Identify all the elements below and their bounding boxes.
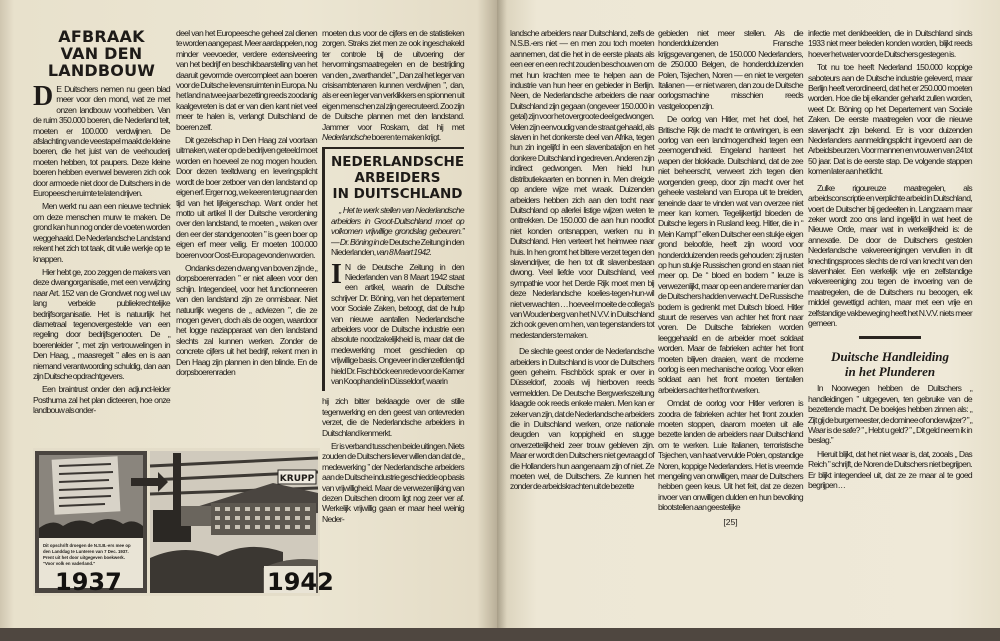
year-1937-label: 1937 [55,568,122,596]
paragraph [331,258,464,387]
panel-1937 [35,451,147,596]
article-handleiding [808,336,972,490]
krupp-sign: KRUPP [279,474,315,484]
paragraph: Er is verband tusschen beide uitingen. Niets zouden de Duitschers liever willen dan dat de „ medewerking ” der Nederlandsche arbeiders aan de Duitsche industrie geschiedde op basis van vrijwilligheid. Maar de verwezenlijking van dezen Duitschen droom ligt nog zeer ver af. Werkelijk vrijwillig gaan er maar heel weinig Neder- [322,441,464,524]
paragraph-text: N de Deutsche Zeitung in den Niederlanden van 8 Maart 1942 staat een artikel, waarin de Duitsche schrijver Dr. Böning, van het departement voor Sociale Zaken, betoogt, dat de hulp van nieuwe aantallen Nederlandsche arbeiders voor de Duitsche industrie een absolute noodzakelijkheid is, maar dat die medewerking moet geschieden op vrijwillige basis. Ongeveer in dienzelfden tijd hield Dr. Fischböck een rede voor de Kamer van Koophandel in Düsseldorf, waarin [331,261,464,386]
quote-date: van 8 Maart 1942. [376,247,432,258]
epigraph-quote [331,205,464,257]
right-page [497,0,1000,628]
paragraph-text: moeten dus voor de cijfers en de statistieken zorgen. Straks ziet men ze ook ingeschakeld ter controle bij de uitvoering der hervormingsmaatregelen en de bestrijding van den „ zwarthandel.” „ Dan zal het leger van crisisambtenaren kunnen verdwijnen ”, dan, als er een leger van verklikkers en spionnen uit eigen menschen zal zijn gerecruteerd. Zoo zijn de Duitsche plannen met den landstand. Jammer voor Roskam, dat hij met [322,28,464,132]
paragraph [33,81,170,199]
paragraph: infectie met denkbeelden, die in Duitschland sinds 1933 niet meer beleden konden worden, blijkt reeds hoever het water voor de Duitschers gestegen is. [808,28,972,59]
paragraph: De oorlog van Hitler, met het doel, het Britische Rijk de macht te ontwringen, is een oorlog van een landmogendheid tegen een zeemogendheid. Engeland hanteert het wapen der blokkade. Duitschland, dat de zee niet beheerscht, verweert zich tegen dien worgenden greep, door zijn macht over het geheele vasteland van Europa uit te breiden, teneinde daar te vinden wat van overzee niet meer kan komen. Tegelijkertijd bloeden de Duitsche legers in Rusland leeg. Hitler, die in “ Mein Kampf ” elken Duitscher een stukje eigen grond beloofde, heeft zijn woord voor honderdduizenden reeds gehouden: zij rusten op hun stukje Russischen grond en staan niet meer op. De “ bloed en bodem ” leuze is verwezenlijkt, maar op een andere manier dan de Duitschers hadden verwacht. De Russische bodem is gedrenkt met Duitsch bloed. Hitler stuurt de reserves van achter het front naar voren. De Duitsche fabrieken worden leeggehaald en de arbeider moet soldaat worden. Maar de fabrieken achter het front moeten blijven draaien, want de moderne oorlog is een mechanische oorlog. Voor elken soldaat aan het front moeten tientallen arbeiders achter het front werken. [658,114,803,395]
drop-cap: D [33,81,54,112]
title-line: NEDERLANDSCHE [331,154,465,171]
article-column-3-stack [322,28,464,527]
quote-source: Deutsche Zeitung in den Niederlanden, [331,236,464,258]
paragraph: Hieruit blijkt, dat het niet waar is, dat, zooals „ Das Reich ” schrijft, de Noren de Duitschers niet begrijpen. Er blijkt integendeel uit, dat ze ze maar al te goed begrijpen . . . [808,448,972,491]
article-arbeiders-column-5 [658,28,803,527]
paragraph: Ondanks dezen dwang van boven zijn de „ dorpsboerenraden ” er niet alleen voor den schijn. Integendeel, voor het functionneeren van den landstand zijn ze onmisbaar. Niet natuurlijk wegens de „ adviezen ”, die ze mogen geven, doch als de oogen, waardoor het logge naziapparaat van den landstand slechts zal kunnen werken. Zonder de concrete cijfers uit het bedrijf, rekent men in Den Haag zijn plannen in den blinde. En de dorpsboerenraden [176,262,317,377]
article-title-handleiding [808,349,972,379]
section-divider [859,336,921,339]
article-arbeiders-column-6 [808,28,972,493]
title-line: in het Plunderen [844,364,936,380]
paragraph: Een braintrust onder den adjunct-leider Posthuma zal het plan dicteeren, hoe onze landbouw als onder- [33,384,170,416]
paragraph: Men werkt nu aan een nieuwe techniek om deze menschen murw te maken. De grond kan hun nog onder de voeten worden weggehaald. De Nederlandsche Landstand rekent het zich tot taak, dit vuile werkje op te knappen. [33,201,170,264]
paragraph-text: boeren te maken krijgt. [370,132,441,143]
illustration-caption: Dit opschrift droegen de N.S.B.-ers mee op den Landdag te Lunteren van 7 Dec. 1937. Prent uit het door uitgegeven boekwerk. "Voor volk en vaderland." [43,543,131,566]
paragraph: hij zich bitter beklaagde over de stille tegenwerking en den geest van ontevreden verzet, die de Nederlandsche arbeiders in Duitschland kenmerkt. [322,396,464,438]
italic-text: Nederlandsche [322,132,371,143]
article-arbeiders-column-4 [510,28,654,495]
paragraph: landsche arbeiders naar Duitschland, zelfs de N.S.B.-ers niet — en men zou toch moeten aannemen, dat die het in de eerste plaats als een eer en een recht zouden beschouwen om met hun krachten mee te helpen aan de industrie van hun heer en gebieder in Berlijn. Neen, de Nederlandsche arbeiders die naar Duitschland zijn gegaan (ongeveer 150.000 in getal) zijn voor het overgroote deel gedwongen. Velen zijn eenvoudig van de straat gehaald, als slaven in het donkerste deel van Afrika, tegen hun zin ingelijfd in een slavenbataljon en het donkere Duitschland ingedreven. Anderen zijn indirect gedwongen. Men hield hun distributiekaarten en bonnen in. Men dreigde op andere wijze met wraak. Duizenden arbeiders hebben zich aan den tocht naar Duitschland op allerlei listige wijzen weten te onttrekken. De 150.000 die aan hun noodlot niet konden ontsnappen, werken nu in Duitschland. Hen verteert het heimwee naar huis. In hen gromt het bittere verzet tegen den slavendrijver, die hen tot dit slavenbestaan dwong. Veel liefde voor Duitschland, veel sympathie voor het Derde Rijk moet men bij deze Nederlandsche koelies-tegen-hun-wil niet verwachten . . . hoeveel moeite de collega's van Woudenberg van het N.V.V. in Duitschland zich ook geven om hen, van tegenstanders tot medestanders te maken. [510,28,654,340]
title-line: IN DUITSCHLAND [332,186,463,203]
left-page [0,0,497,628]
paragraph: De slechte geest onder de Nederlandsche arbeiders in Duitschland is voor de Duitschers geen geheim. Fischböck sprak er over in Düsseldorf, zooals wij hierboven reeds vermeldden. De Deutsche Bergwerkszeitung klaagde ook reeds enkele malen. Men kan er zeker van zijn, dat de Nederlandsche arbeiders die in Duitschland werken, onze nationale deugden van koppigheid en stugge onverzettelijkheid zeer trouw gebleven zijn. Maar er wordt den Duitschers niet gevraagd of die Hollanders hun aangenaam zijn of niet. Ze moeten wel, de Duitschers. Ze kunnen het zonder de arbeidskrachten uit de bezette [510,346,654,492]
paragraph: Zulke rigoureuze maatregelen, als arbeidsconscriptie en verplichte arbeid in Duitschland, voert de Duitscher bij gedeelten in. Langzaam maar zeker wordt zoo ons land ingelijfd in wat heet de Nieuwe Orde, maar wat in werkelijkheid is: de annexatie. De door de Duitschers gestolen Nederlandsche vakvereenigingen vervullen in dit knechtingsproces slechts de rol van knecht van den slavenhaler. Een werkelijk vrije en zelfstandige vakvereeniging zou tegen de invoering van de maatregelen, die de Duitschers nu beoogen, elk middel gewettigd achten, maar met een vrije en zelfstandige vakbeweging heeft het N.V.V. niets meer gemeen. [808,182,972,328]
paragraph: Tot nu toe heeft Nederland 150.000 koppige saboteurs aan de Duitsche industrie geleverd, maar Berlijn heeft verordineerd, dat het er 250.000 moeten worden. Hoe die bij elkander geharkt zullen worden, weet Dr. Böning op het Departement van Sociale Zaken. De eerste maatregelen voor die nieuwe slavenjacht zijn bekend. Er is voor duizenden Nederlanders aanmeldingsplicht ingevoerd aan de Arbeidsbeurzen. Voor mannen en vrouwen van 24 tot 50 jaar. Dat is de eerste stap. De volgende stappen komen later aan het licht. [808,62,972,177]
illustration-1937-1942 [33,448,334,596]
paragraph-text: E Duitschers nemen nu geen blad meer voor den mond, wat ze met onzen landbouw voorhebben. Van de ruim 350.000 boeren, die Nederland telt, moeten er 100.000 verdwijnen. De afslachting van de veestapel maakt de kleine boeren, die het juist van de veehouderij moeten hebben, tot paupers. Deze kleine boeren hebben evenwel beweren zich ook door armoede niet door de Duitschers in de Europeesche ruimte te laten drijven. [33,84,170,199]
article-afbraak-column-1 [33,28,170,419]
article-title-afbraak [27,28,176,79]
panel-1942 [131,451,334,596]
year-1942-label: 1942 [267,568,334,596]
paragraph [322,28,464,142]
paragraph: Dit gezelschap in Den Haag zal voortaan uitmaken, wat er op de bedrijven geteeld moet worden en hoeveel ze nog mogen houden. Door dezen teeltdwang en leveringsplicht wordt de boer zetboer van den landstand op eigen erf. Erger nog, we keeren terug naar den tijd van het lijfeigenschap. Want onder het motto uit artikel II der Duitsche verordening over den landstand, te moeten „ waken over den eer der standgenooten ” is geen boer op eigen erf meer veilig. Er moeten 100.000 boeren voor Oost-Europa gevonden worden. [176,135,317,260]
paragraph: deel van het Europeesche geheel zal dienen te worden aangepast. Meer aardappelen, nog minder veevoeder, verdere extensiveering van het bedrijf en beschikbaarstelling van het daaruit gevormde overcompleet aan boeren voor de Duitsche levensruimten in Europa. Nu het land na twee jaar bezetting reeds zoodanig kaalgevreten is dat er van dien kant niet veel meer te halen is, verlangt Duitschland de boeren zelf. [176,28,317,132]
title-line: VAN DEN LANDBOUW [47,44,156,80]
drop-cap: I [331,258,342,290]
quote-text: „ Het te werk stellen van Nederlandsche arbeiders in Groot-Duitschland moet op volkomen vrijwillige grondslag gebeuren.” — Dr. Böning in de [331,205,464,247]
title-line: AFBRAAK [58,27,145,46]
paragraph: Hier hebt ge, zoo zeggen de makers van deze dwangorganisatie, met een verwijzing naar Art. 152 van de Grondwet nog wel uw lang verbeide publiekrechtelijke bedrijfsorganisatie. Het is natuurlijk het diametraal tegenovergestelde van een regeling door bedrijfsgenooten. De „ boerenleider ”, met zijn vertrouwelingen in Den Haag, „ maasregelt ” alles en is aan niemand verantwoording schuldig, dan aan zijn Duitsche opdrachtgevers. [33,266,170,381]
article-afbraak-column-2 [176,28,317,380]
paragraph: gebieden niet meer stellen. Als die honderdduizenden Fransche krijgsgevangenen, de 150.000 Nederlanders, de 250.000 Belgen, de honderdduizenden Polen, Tsjechen, Noren — en niet te vergeten Italianen — er niet waren, dan zou de Duitsche oorlogsmachine misschien reeds vastgeloopen zijn. [658,28,803,111]
title-line: Duitsche Handleiding [830,349,950,365]
paragraph: In Noorwegen hebben de Duitschers „ handleidingen ” uitgegeven, ten gebruike van de bezettende macht. De boekjes hebben zinnen als: „ Zijt gij de burgemeester, de dominee of onderwijzer? ” „ Waar is de safe? ” „ Hebt u geld? ” „ Dit geld neem ik in beslag.” [808,383,972,446]
title-line: ARBEIDERS [354,170,441,187]
article-title-arbeiders [331,154,464,202]
paragraph: Omdat de oorlog voor Hitler verloren is zoodra de fabrieken achter het front zouden moeten stoppen, daarom moeten uit alle bezette landen de arbeiders naar Duitschland om te werken. Luie Italianen, terroristische Tsjechen, van haat vervulde Polen, opstandige Noren, koppige Nederlanders. Het is vreemde mengeling van onwilligen, maar de Duitschers hebben geen keus. Uit het feit, dat ze dezen invoer van onwilligen dulden en hun bevolking blootstellen aan geestelijke [658,398,803,513]
article-box-nederlandsche-arbeiders [322,147,464,391]
page-number: [25] [723,516,738,527]
propaganda-illustration [33,448,334,596]
